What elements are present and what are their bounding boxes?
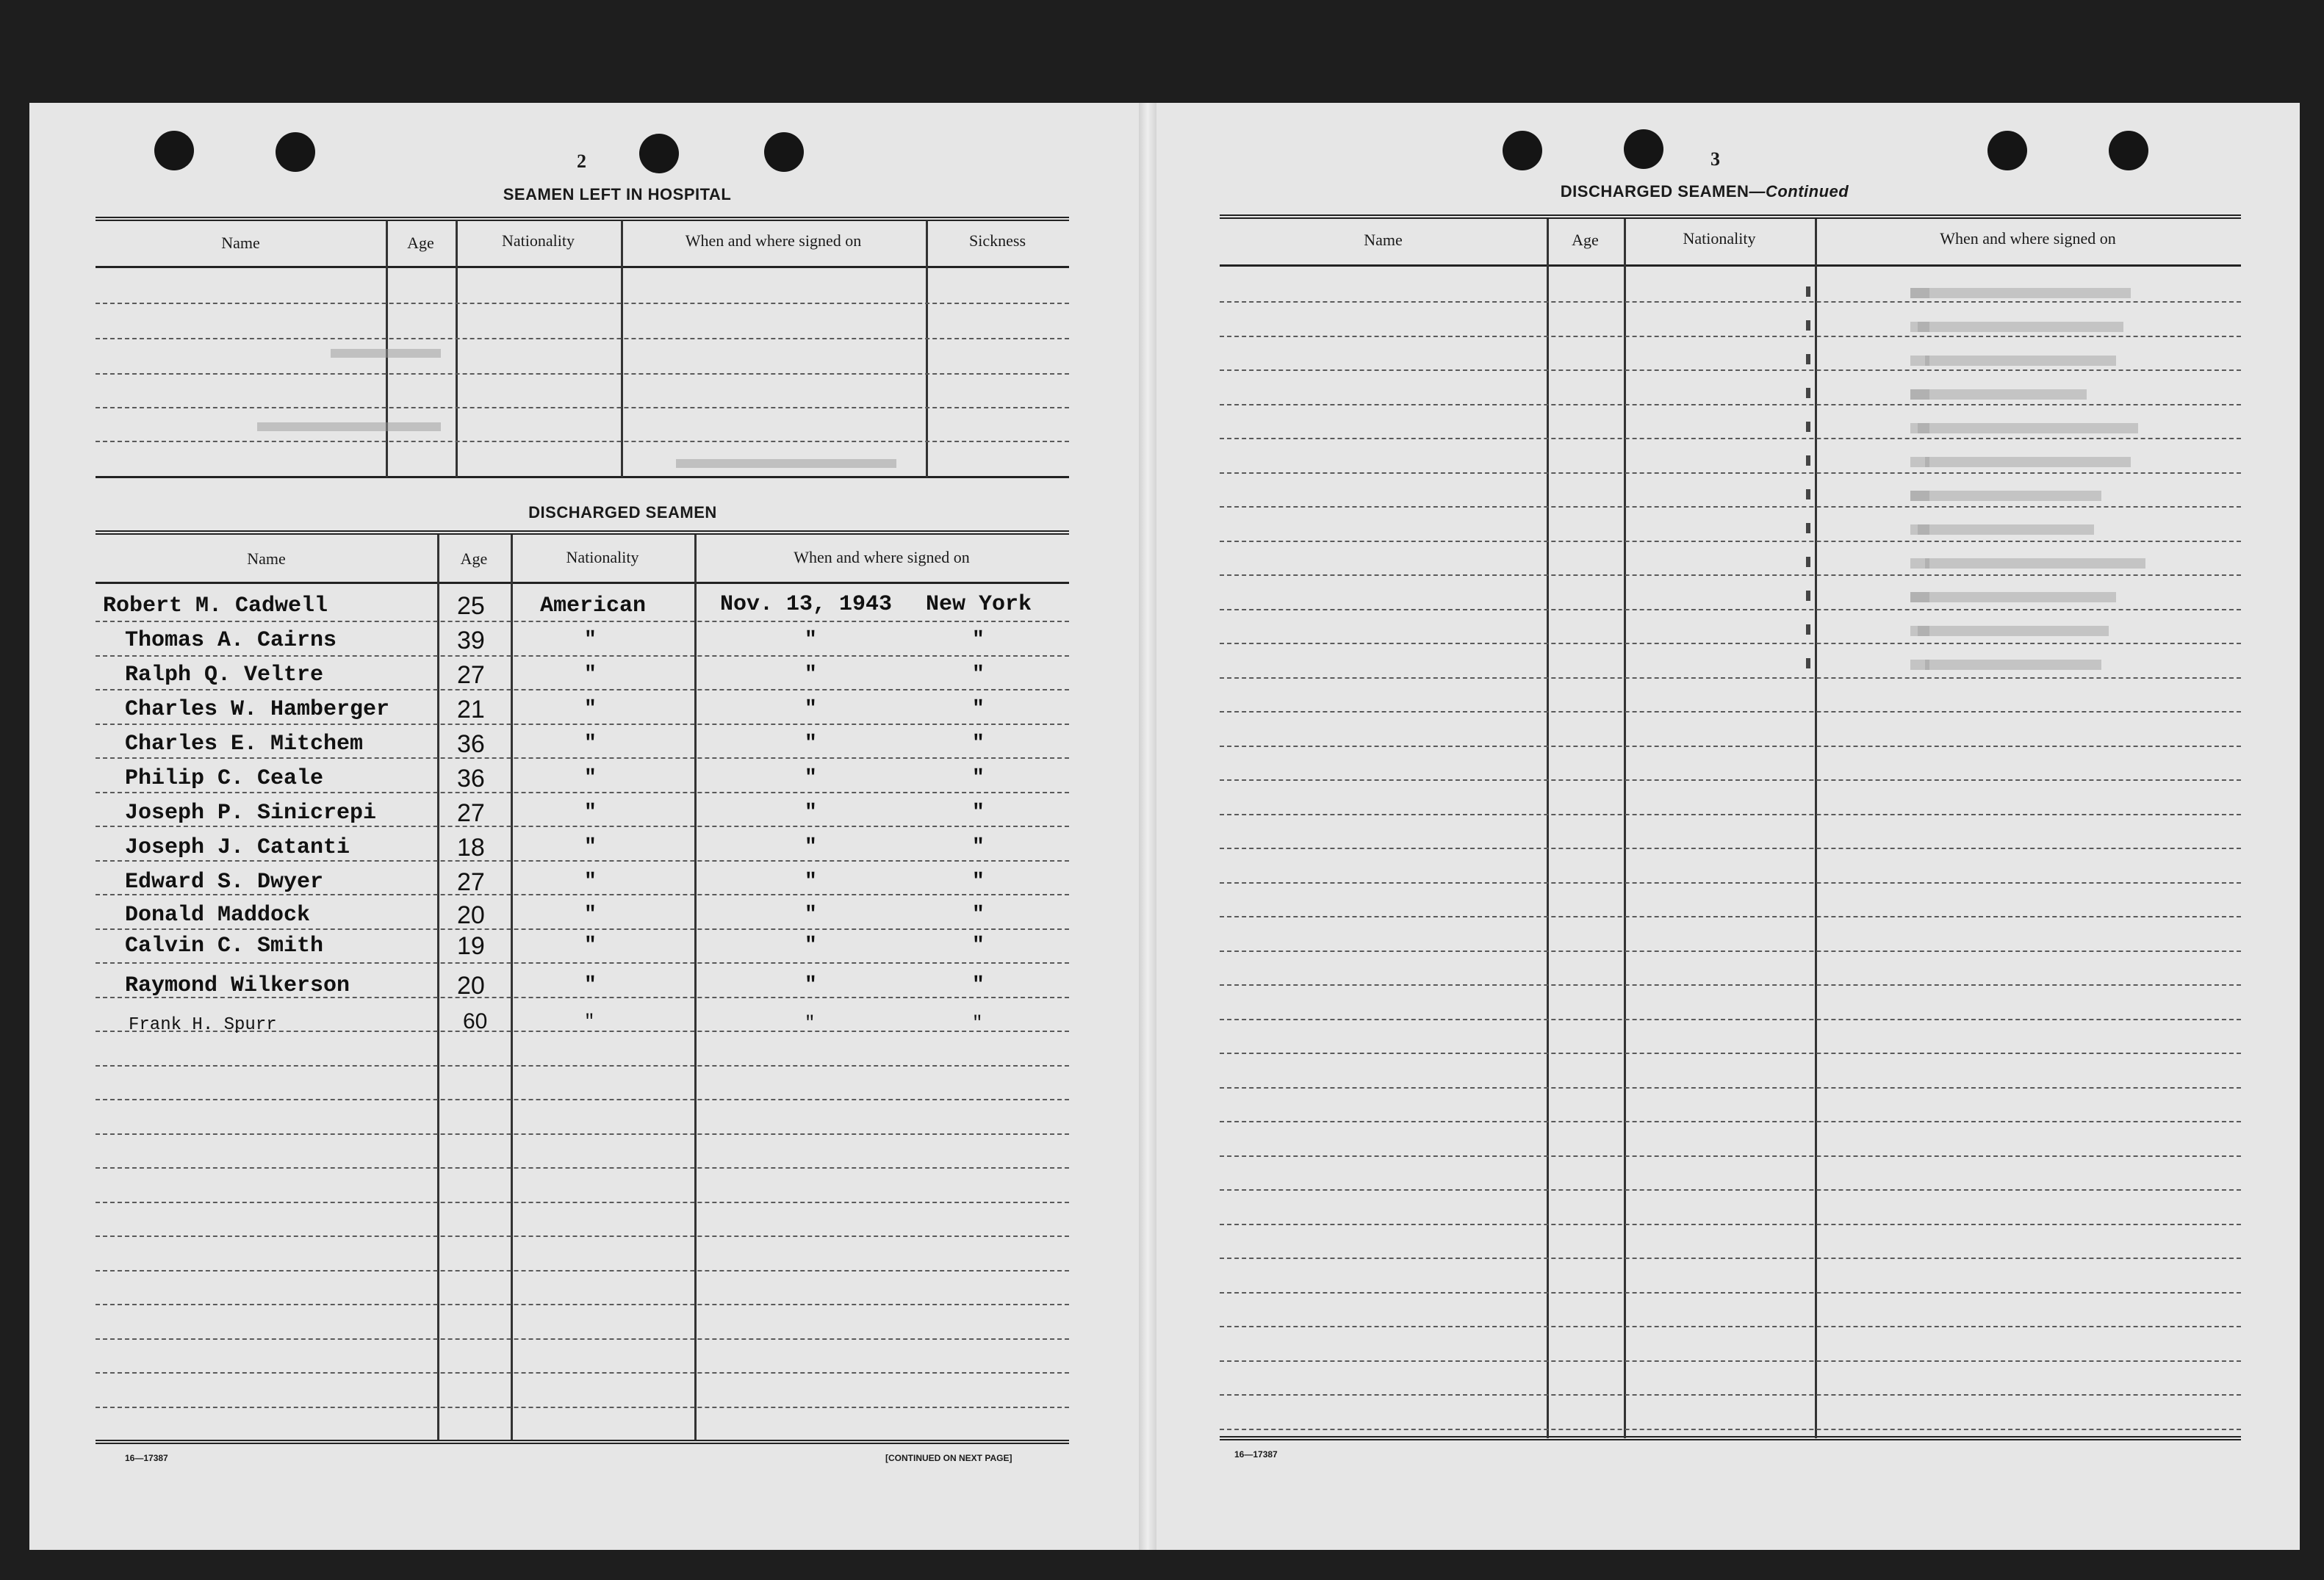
ruled-line	[1220, 711, 2241, 713]
seaman-name: Charles W. Hamberger	[125, 697, 390, 722]
bleed-through-mark	[1910, 356, 1929, 366]
ruled-line	[1220, 950, 2241, 952]
ditto-mark: "	[972, 663, 985, 686]
seaman-age: 39	[457, 627, 485, 654]
ditto-mark: "	[584, 801, 597, 824]
ditto-mark: "	[584, 1012, 595, 1032]
punch-hole	[639, 134, 679, 173]
seaman-name: Philip C. Ceale	[125, 766, 324, 791]
ditto-mark: "	[584, 974, 597, 997]
hospital-col-nationality: Nationality	[502, 231, 575, 250]
ruled-line	[96, 1235, 1069, 1237]
bleed-through-mark	[1806, 286, 1810, 297]
ditto-mark: "	[972, 767, 985, 790]
bleed-through-mark	[1806, 624, 1810, 635]
ruled-line	[96, 860, 1069, 862]
ditto-mark: "	[805, 732, 817, 755]
ditto-mark: "	[972, 1014, 983, 1034]
ditto-mark: "	[972, 698, 985, 721]
ruled-line	[1220, 1326, 2241, 1327]
ruled-line	[1220, 472, 2241, 474]
ditto-mark: "	[584, 732, 597, 755]
right-col-signed-on: When and where signed on	[1940, 229, 2116, 248]
bleed-through-mark	[1910, 626, 1929, 636]
ruled-line	[1220, 541, 2241, 542]
hospital-row-line	[96, 338, 1069, 339]
continued-note: [CONTINUED ON NEXT PAGE]	[885, 1453, 1012, 1463]
seaman-age: 36	[457, 765, 485, 793]
ruled-line	[96, 1133, 1069, 1135]
ruled-line	[1220, 779, 2241, 781]
seaman-nationality: American	[540, 594, 647, 618]
bleed-through-mark	[1910, 322, 1929, 332]
seaman-name: Ralph Q. Veltre	[125, 663, 324, 688]
right-section-title	[1484, 182, 1925, 201]
ruled-line	[1220, 916, 2241, 917]
seaman-age: 21	[457, 696, 485, 724]
bleed-through-mark	[1910, 558, 1929, 569]
ruled-line	[96, 1270, 1069, 1271]
ditto-mark: "	[805, 698, 817, 721]
bleed-through-mark	[1806, 422, 1810, 432]
ruled-line	[1220, 1087, 2241, 1089]
ditto-mark: "	[972, 629, 985, 652]
ruled-line	[1220, 1394, 2241, 1396]
seaman-name: Thomas A. Cairns	[125, 628, 337, 653]
punch-hole	[276, 132, 315, 172]
seaman-name: Frank H. Spurr	[129, 1015, 277, 1035]
hospital-col-name: Name	[221, 234, 260, 252]
bleed-through-mark	[1806, 591, 1810, 601]
ditto-mark: "	[805, 767, 817, 790]
bleed-through-mark	[331, 349, 441, 358]
seaman-age: 18	[457, 834, 485, 862]
signed-date: Nov. 13, 1943	[720, 592, 893, 617]
signed-place: New York	[926, 592, 1032, 617]
ruled-line	[96, 724, 1069, 725]
seaman-name: Edward S. Dwyer	[125, 870, 324, 895]
ditto-mark: "	[584, 870, 597, 893]
hospital-row-line	[96, 303, 1069, 304]
center-fold	[1139, 103, 1156, 1550]
seaman-age: 27	[457, 799, 485, 827]
page-number-left: 2	[577, 151, 586, 172]
bleed-through-mark	[1925, 660, 2101, 670]
seaman-name: Joseph P. Sinicrepi	[125, 801, 377, 826]
bleed-through-mark	[1918, 423, 2138, 433]
right-section-title-continued: —Continued	[1749, 182, 1849, 201]
ruled-line	[1220, 1019, 2241, 1020]
document-spread	[29, 103, 2300, 1550]
bleed-through-mark	[1918, 524, 2094, 535]
discharged-col-signed-on: When and where signed on	[794, 548, 970, 566]
bleed-through-mark	[1806, 320, 1810, 331]
bleed-through-mark	[1910, 389, 2087, 400]
page-number-right: 3	[1710, 148, 1720, 170]
bleed-through-mark	[1925, 457, 2131, 467]
bleed-through-mark	[1918, 626, 2109, 636]
ruled-line	[1220, 848, 2241, 849]
ruled-line	[1220, 677, 2241, 679]
hospital-row-line	[96, 441, 1069, 442]
ruled-line	[96, 826, 1069, 827]
seaman-name: Robert M. Cadwell	[103, 594, 328, 618]
bleed-through-mark	[1910, 592, 1929, 602]
ditto-mark: "	[584, 836, 597, 859]
ditto-mark: "	[584, 767, 597, 790]
right-col-nationality: Nationality	[1683, 229, 1756, 248]
ditto-mark: "	[584, 934, 597, 957]
ruled-line	[1220, 1292, 2241, 1294]
bleed-through-mark	[1910, 524, 1929, 535]
seaman-name: Calvin C. Smith	[125, 934, 324, 959]
bleed-through-mark	[1910, 389, 1929, 400]
bleed-through-mark	[1806, 523, 1810, 533]
ruled-line	[1220, 506, 2241, 508]
ruled-line	[96, 1372, 1069, 1374]
ditto-mark: "	[805, 903, 817, 926]
hospital-col-signed-on: When and where signed on	[685, 231, 862, 250]
ditto-mark: "	[584, 663, 597, 686]
bleed-through-mark	[1910, 592, 2116, 602]
form-number-right: 16—17387	[1234, 1449, 1278, 1460]
bleed-through-mark	[1918, 322, 2123, 332]
discharged-col-age: Age	[460, 549, 488, 568]
ruled-line	[1220, 404, 2241, 405]
ruled-line	[1220, 746, 2241, 747]
seaman-age: 25	[457, 592, 485, 620]
hospital-col-sickness: Sickness	[969, 231, 1026, 250]
ruled-line	[96, 1167, 1069, 1169]
bleed-through-mark	[676, 459, 896, 468]
bleed-through-mark	[1910, 288, 1929, 298]
ruled-line	[1220, 336, 2241, 337]
bleed-through-mark	[1806, 455, 1810, 466]
ruled-line	[1220, 1224, 2241, 1225]
discharged-section-title: DISCHARGED SEAMEN	[528, 503, 717, 522]
ditto-mark: "	[972, 974, 985, 997]
ditto-mark: "	[972, 934, 985, 957]
hospital-row-line	[96, 407, 1069, 408]
seaman-name: Raymond Wilkerson	[125, 973, 350, 998]
seaman-age: 27	[457, 868, 485, 896]
ruled-line	[96, 1338, 1069, 1340]
ditto-mark: "	[805, 663, 817, 686]
seaman-age: 20	[457, 972, 485, 1000]
ditto-mark: "	[584, 698, 597, 721]
bleed-through-mark	[1910, 288, 2131, 298]
ditto-mark: "	[972, 870, 985, 893]
ruled-line	[1220, 1053, 2241, 1054]
hospital-section-title: SEAMEN LEFT IN HOSPITAL	[503, 185, 732, 203]
ruled-line	[96, 928, 1069, 930]
discharged-col-nationality: Nationality	[566, 548, 639, 566]
bleed-through-mark	[1925, 356, 2116, 366]
ditto-mark: "	[972, 732, 985, 755]
bleed-through-mark	[1806, 354, 1810, 364]
ruled-line	[96, 1202, 1069, 1203]
bleed-through-mark	[1806, 489, 1810, 499]
ruled-line	[1220, 609, 2241, 610]
punch-hole	[1503, 131, 1542, 170]
bleed-through-mark	[1910, 660, 1929, 670]
seaman-name: Charles E. Mitchem	[125, 732, 364, 757]
ruled-line	[1220, 1258, 2241, 1259]
ditto-mark: "	[972, 903, 985, 926]
ruled-line	[96, 655, 1069, 657]
ruled-line	[1220, 301, 2241, 303]
ditto-mark: "	[972, 836, 985, 859]
ditto-mark: "	[805, 801, 817, 824]
seaman-name: Donald Maddock	[125, 903, 311, 928]
bleed-through-mark	[1806, 658, 1810, 668]
punch-hole	[154, 131, 194, 170]
ruled-line	[1220, 574, 2241, 576]
ruled-line	[1220, 643, 2241, 644]
ruled-line	[1220, 1429, 2241, 1430]
ruled-line	[1220, 984, 2241, 986]
ditto-mark: "	[805, 629, 817, 652]
ruled-line	[96, 621, 1069, 622]
seaman-age: 20	[457, 901, 485, 929]
bleed-through-mark	[1910, 457, 1929, 467]
seaman-age: 60	[463, 1009, 488, 1034]
punch-hole	[1624, 129, 1663, 169]
bleed-through-mark	[257, 422, 441, 431]
ditto-mark: "	[805, 934, 817, 957]
seaman-age: 36	[457, 730, 485, 758]
ditto-mark: "	[972, 801, 985, 824]
form-number-left: 16—17387	[125, 1453, 168, 1463]
right-col-name: Name	[1364, 231, 1403, 249]
seaman-age: 19	[457, 932, 485, 960]
hospital-row-line	[96, 373, 1069, 375]
bleed-through-mark	[1910, 491, 2101, 501]
punch-hole	[2109, 131, 2148, 170]
ditto-mark: "	[805, 1014, 816, 1034]
ruled-line	[96, 962, 1069, 964]
ruled-line	[96, 1407, 1069, 1408]
ruled-line	[1220, 369, 2241, 371]
ruled-line	[96, 757, 1069, 759]
ruled-line	[96, 689, 1069, 690]
ditto-mark: "	[805, 836, 817, 859]
bleed-through-mark	[1806, 557, 1810, 567]
ruled-line	[1220, 1360, 2241, 1362]
ruled-line	[96, 1304, 1069, 1305]
ruled-line	[1220, 882, 2241, 884]
ditto-mark: "	[584, 629, 597, 652]
discharged-col-name: Name	[247, 549, 286, 568]
ruled-line	[96, 792, 1069, 793]
bleed-through-mark	[1910, 491, 1929, 501]
ruled-line	[96, 1065, 1069, 1067]
ruled-line	[1220, 1121, 2241, 1122]
bleed-through-mark	[1925, 558, 2145, 569]
right-col-age: Age	[1572, 231, 1599, 249]
ruled-line	[1220, 814, 2241, 815]
ruled-line	[1220, 1189, 2241, 1191]
punch-hole	[764, 132, 804, 172]
ditto-mark: "	[584, 903, 597, 926]
bleed-through-mark	[1910, 423, 1929, 433]
bleed-through-mark	[1806, 388, 1810, 398]
ruled-line	[1220, 438, 2241, 439]
seaman-age: 27	[457, 661, 485, 689]
punch-hole	[1987, 131, 2027, 170]
ruled-line	[1220, 1155, 2241, 1157]
ruled-line	[96, 1099, 1069, 1100]
hospital-col-age: Age	[407, 234, 434, 252]
ditto-mark: "	[805, 974, 817, 997]
seaman-name: Joseph J. Catanti	[125, 835, 350, 860]
ditto-mark: "	[805, 870, 817, 893]
right-section-title-main: DISCHARGED SEAMEN	[1560, 182, 1749, 201]
